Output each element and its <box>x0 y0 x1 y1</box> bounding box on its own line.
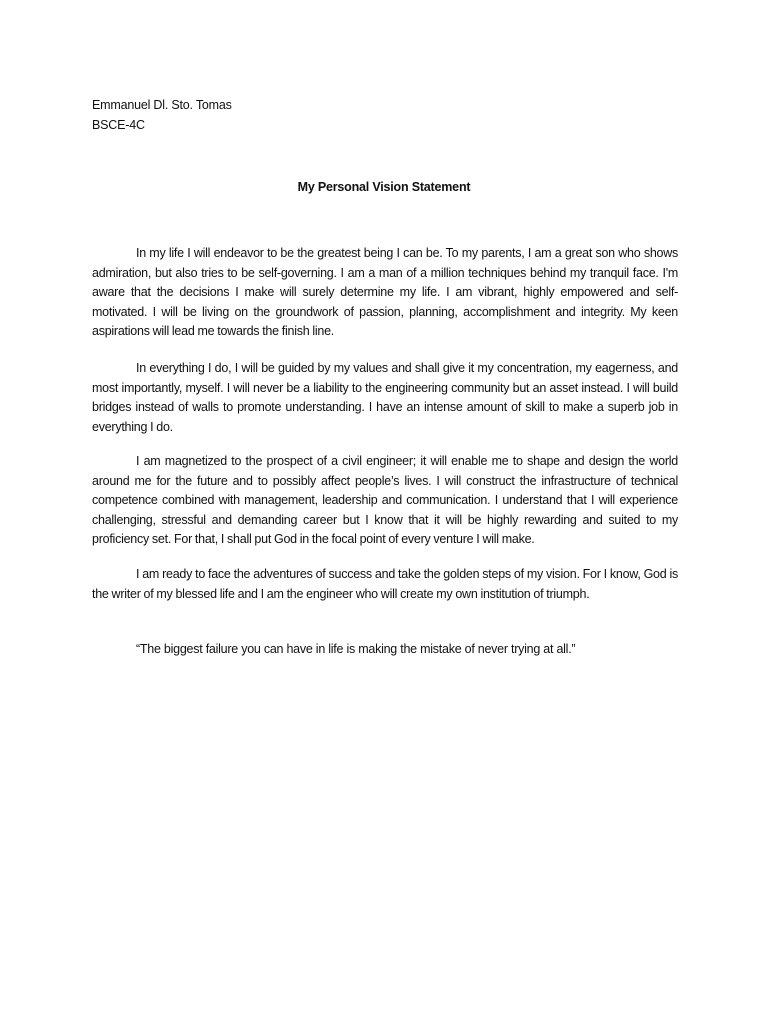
paragraph-3: I am magnetized to the prospect of a civil engineer; it will enable me to shape and design the world around me for the future and to possibly affect people’s lives. I will construct the infrastructure of technical competence combined with management, leadership and communication. I understand that I will experience challenging, stressful and demanding career but I know that it will be highly rewarding and suited to my proficiency set. For that, I shall put God in the focal point of every venture I will make. <box>92 454 678 546</box>
paragraph-1: In my life I will endeavor to be the greatest being I can be. To my parents, I am a great son who shows admiration, but also tries to be self-governing. I am a man of a million techniques behind my tranquil face. I'm aware that the decisions I make will surely determine my life. I am vibrant, highly empowered and self-motivated. I will be living on the groundwork of passion, planning, accomplishment and integrity. My keen aspirations will lead me towards the finish line. <box>92 246 678 338</box>
closing-quote: “The biggest failure you can have in life is making the mistake of never trying at all.” <box>136 642 576 656</box>
author-header <box>92 95 232 135</box>
author-name: Emmanuel Dl. Sto. Tomas <box>92 98 232 112</box>
paragraph-4: I am ready to face the adventures of success and take the golden steps of my vision. For I know, God is the writer of my blessed life and I am the engineer who will create my own institution of triumph. <box>92 567 678 601</box>
author-section: BSCE-4C <box>92 118 145 132</box>
paragraph-2: In everything I do, I will be guided by my values and shall give it my concentration, my eagerness, and most importantly, myself. I will never be a liability to the engineering community but an asset instead. I will build bridges instead of walls to promote understanding. I have an intense amount of skill to make a superb job in everything I do. <box>92 361 678 434</box>
page-title: My Personal Vision Statement <box>297 180 471 194</box>
